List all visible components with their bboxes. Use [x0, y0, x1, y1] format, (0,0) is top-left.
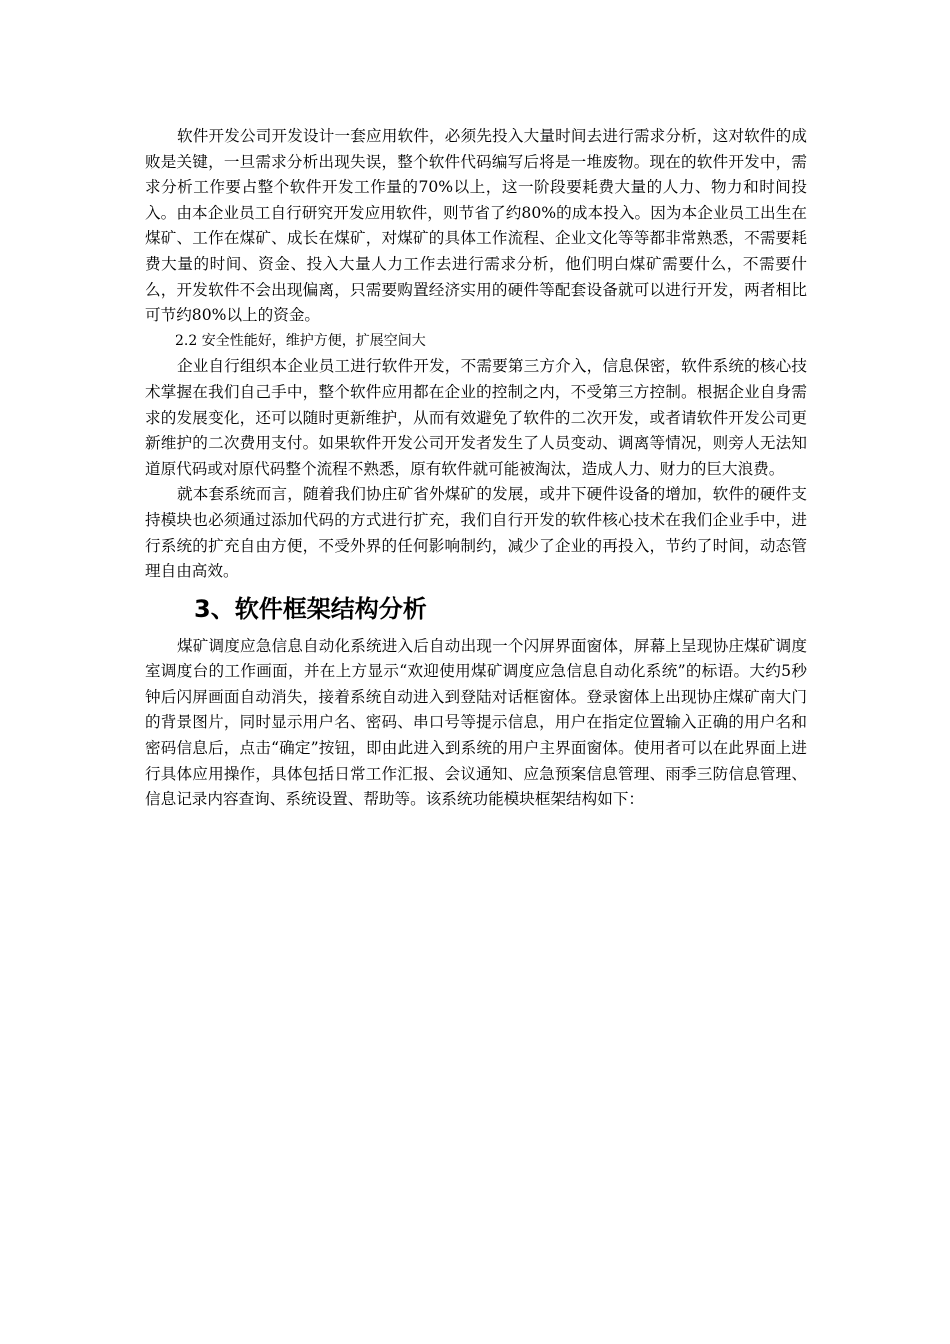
paragraph-system-expansion: 就本套系统而言，随着我们协庄矿省外煤矿的发展，或井下硬件设备的增加，软件的硬件支持模块也必须通过添加代码的方式进行扩充，我们自行开发的软件核心技术在我们企业手中，进行系统的扩充自由方便，不受外界的任何影响制约，减少了企业的再投入，节约了时间，动态管理自由高效。 [145, 485, 807, 581]
section-heading-framework-analysis: 3、软件框架结构分析 [194, 594, 427, 623]
paragraph-cost-savings: 软件开发公司开发设计一套应用软件，必须先投入大量时间去进行需求分析，这对软件的成败是关键，一旦需求分析出现失误，整个软件代码编写后将是一堆废物。现在的软件开发中，需求分析工作要占整个软件开发工作量的70%以上，这一阶段要耗费大量的人力、物力和时间投入。由本企业员工自行研究开发应用软件，则节省了约80%的成本投入。因为本企业员工出生在煤矿、工作在煤矿、成长在煤矿，对煤矿的具体工作流程、企业文化等等都非常熟悉，不需要耗费大量的时间、资金、投入大量人力工作去进行需求分析，他们明白煤矿需要什么，不需要什么，开发软件不会出现偏离，只需要购置经济实用的硬件等配套设备就可以进行开发，两者相比可节约80%以上的资金。 [145, 127, 807, 325]
paragraph-framework-description: 煤矿调度应急信息自动化系统进入后自动出现一个闪屏界面窗体，屏幕上呈现协庄煤矿调度室调度台的工作画面，并在上方显示“欢迎使用煤矿调度应急信息自动化系统”的标语。大约5秒钟后闪屏画面自动消失，接着系统自动进入到登陆对话框窗体。登录窗体上出现协庄煤矿南大门的背景图片，同时显示用户名、密码、串口号等提示信息，用户在指定位置输入正确的用户名和密码信息后，点击“确定”按钮，即由此进入到系统的用户主界面窗体。使用者可以在此界面上进行具体应用操作，具体包括日常工作汇报、会议通知、应急预案信息管理、雨季三防信息管理、信息记录内容查询、系统设置、帮助等。该系统功能模块框架结构如下： [145, 636, 807, 809]
document-body [145, 124, 807, 813]
subheading-security-maintenance: 2.2 安全性能好，维护方便，扩展空间大 [175, 332, 426, 349]
paragraph-self-development-control: 企业自行组织本企业员工进行软件开发，不需要第三方介入，信息保密，软件系统的核心技术掌握在我们自己手中，整个软件应用都在企业的控制之内，不受第三方控制。根据企业自身需求的发展变化，还可以随时更新维护，从而有效避免了软件的二次开发，或者请软件开发公司更新维护的二次费用支付。如果软件开发公司开发者发生了人员变动、调离等情况，则旁人无法知道原代码或对原代码整个流程不熟悉，原有软件就可能被淘汰，造成人力、财力的巨大浪费。 [145, 357, 807, 478]
